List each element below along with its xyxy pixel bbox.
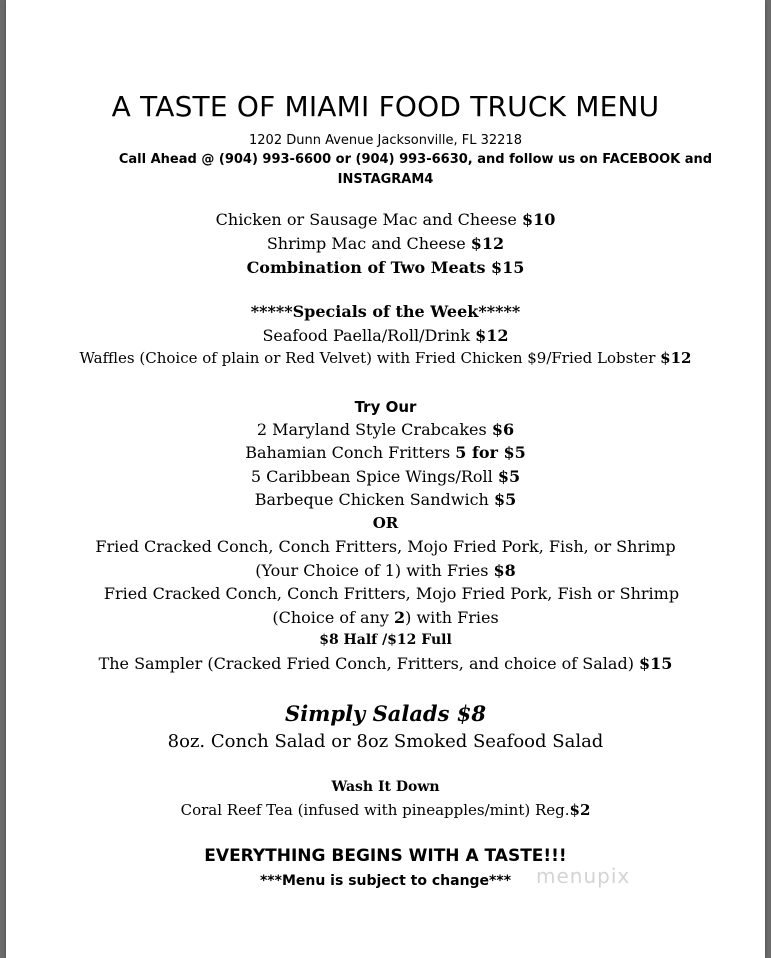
call-ahead-line: Call Ahead @ (904) 993-6600 or (904) 993-6630, and follow us on FACEBOOK and <box>118 152 713 167</box>
try-our-heading: Try Our <box>354 398 417 416</box>
specials-item-1-price: $12 <box>475 326 509 345</box>
mac-item-2-name: Shrimp Mac and Cheese <box>266 234 471 253</box>
try-item-1-price: $6 <box>491 420 515 439</box>
try-item-1-name: 2 Maryland Style Crabcakes <box>256 420 492 439</box>
address: 1202 Dunn Avenue Jacksonville, FL 32218 <box>249 133 522 148</box>
tagline: EVERYTHING BEGINS WITH A TASTE!!! <box>204 846 567 866</box>
disclaimer: ***Menu is subject to change*** <box>259 873 512 889</box>
mac-item-1-price: $10 <box>521 210 556 229</box>
watermark-logo: menupix <box>536 864 631 888</box>
sampler-price: $15 <box>639 654 673 673</box>
combo-2-desc-a: (Choice of any <box>272 608 394 627</box>
try-item-4-name: Barbeque Chicken Sandwich <box>254 490 494 509</box>
try-item-2 <box>6 443 765 462</box>
mac-item-2-price: $12 <box>470 234 505 253</box>
try-item-1 <box>6 420 765 439</box>
sampler-item <box>6 654 765 673</box>
combo-1-desc: (Your Choice of 1) with Fries <box>255 561 494 580</box>
drinks-item-price: $2 <box>569 801 591 819</box>
sampler-name: The Sampler (Cracked Fried Conch, Fritters, and choice of Salad) <box>98 654 640 673</box>
specials-item-2-price: $12 <box>660 349 692 367</box>
call-ahead-line-2: INSTAGRAM4 <box>337 172 434 187</box>
specials-item-2-name: Waffles (Choice of plain or Red Velvet) with Fried Chicken $9/Fried Lobster <box>79 349 661 367</box>
try-item-4 <box>6 490 765 509</box>
drinks-heading: Wash It Down <box>331 779 440 795</box>
combo-2-count: 2 <box>394 608 406 627</box>
try-item-2-price: 5 for $5 <box>455 443 526 462</box>
combo-1-line-1: Fried Cracked Conch, Conch Fritters, Mojo Fried Pork, Fish, or Shrimp <box>95 537 676 556</box>
specials-item-2 <box>6 349 765 367</box>
mac-item-1-name: Chicken or Sausage Mac and Cheese <box>215 210 522 229</box>
try-item-4-price: $5 <box>493 490 517 509</box>
specials-heading: *****Specials of the Week***** <box>250 302 521 321</box>
combo-2-desc-c: ) with Fries <box>405 608 499 627</box>
combo-1-price: $8 <box>493 561 516 580</box>
mac-item-1 <box>6 210 765 229</box>
or-label: OR <box>372 514 399 532</box>
mac-item-2 <box>6 234 765 253</box>
combo-1-line-2 <box>6 561 765 580</box>
try-item-3-name: 5 Caribbean Spice Wings/Roll <box>250 467 498 486</box>
combo-2-price: $8 Half /$12 Full <box>319 632 452 648</box>
menu-page <box>6 0 765 958</box>
specials-item-1-name: Seafood Paella/Roll/Drink <box>262 326 476 345</box>
try-item-3-price: $5 <box>497 467 521 486</box>
salads-item: 8oz. Conch Salad or 8oz Smoked Seafood Salad <box>167 731 604 752</box>
combo-2-line-2 <box>6 608 765 627</box>
mac-item-3: Combination of Two Meats $15 <box>246 258 525 277</box>
specials-item-1 <box>6 326 765 345</box>
salads-heading: Simply Salads $8 <box>285 701 486 726</box>
try-item-3 <box>6 467 765 486</box>
menu-title: A TASTE OF MIAMI FOOD TRUCK MENU <box>111 90 660 123</box>
try-item-2-name: Bahamian Conch Fritters <box>245 443 456 462</box>
drinks-item <box>6 801 765 819</box>
combo-2-line-1: Fried Cracked Conch, Conch Fritters, Mojo Fried Pork, Fish or Shrimp <box>103 584 680 603</box>
drinks-item-name: Coral Reef Tea (infused with pineapples/mint) Reg. <box>180 801 570 819</box>
